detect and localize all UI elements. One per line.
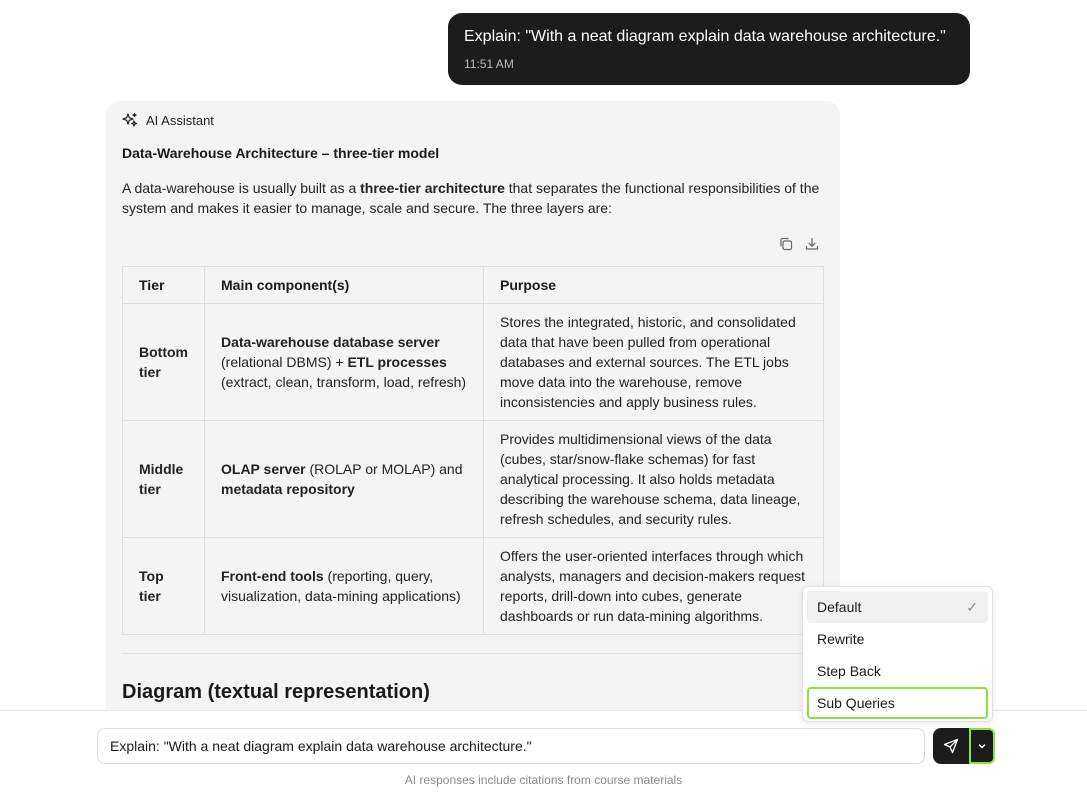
assistant-label: AI Assistant <box>146 112 214 128</box>
answer-title: Data-Warehouse Architecture – three-tier model <box>122 145 440 161</box>
components-cell <box>205 304 484 421</box>
intro-text-end: that separates the functional responsibilities of the system and makes it easier to manage, scale and secure. The three layers are: <box>122 180 820 216</box>
section-divider <box>122 653 824 654</box>
menu-item-label: Default <box>817 599 862 615</box>
send-button[interactable] <box>933 728 969 764</box>
assistant-message-card <box>106 101 840 741</box>
send-icon <box>943 738 959 754</box>
assistant-header <box>122 113 824 127</box>
table-header-row <box>123 267 824 304</box>
table-row <box>123 421 824 538</box>
component-bold: OLAP server <box>221 461 306 477</box>
tier-cell: Top tier <box>123 538 205 635</box>
table-toolbar <box>122 236 824 254</box>
menu-item-step-back[interactable] <box>807 655 988 687</box>
tier-cell: Bottom tier <box>123 304 205 421</box>
architecture-table <box>122 266 824 635</box>
mode-dropdown-button[interactable] <box>969 728 995 764</box>
component-text: (reporting, query, visualization, data-mining applications) <box>221 568 461 604</box>
copy-icon[interactable] <box>778 236 794 252</box>
user-message-bubble <box>448 13 970 85</box>
menu-item-label: Sub Queries <box>817 695 895 711</box>
message-input[interactable] <box>97 728 925 764</box>
diagram-heading: Diagram (textual representation) <box>122 681 430 703</box>
purpose-cell: Provides multidimensional views of the data (cubes, star/snow-flake schemas) for fast analytical processing. It also holds metadata describing the warehouse schema, data lineage, refresh schedules, and security rules. <box>484 421 824 538</box>
menu-item-default[interactable] <box>807 591 988 623</box>
header-tier: Tier <box>123 267 205 304</box>
user-message-time: 11:51 AM <box>464 57 514 71</box>
sparkle-icon <box>122 112 138 128</box>
purpose-cell: Offers the user-oriented interfaces through which analysts, managers and decision-makers request reports, drill-down into cubes, generate dashboards or run data-mining algorithms. <box>484 538 824 635</box>
download-icon[interactable] <box>804 236 820 252</box>
menu-item-rewrite[interactable] <box>807 623 988 655</box>
table-row <box>123 538 824 635</box>
header-components: Main component(s) <box>205 267 484 304</box>
components-cell <box>205 538 484 635</box>
component-bold: metadata repository <box>221 481 355 497</box>
chevron-down-icon <box>977 741 987 751</box>
check-icon: ✓ <box>966 598 978 615</box>
menu-item-label: Step Back <box>817 663 881 679</box>
intro-text-bold: three-tier architecture <box>360 180 505 196</box>
components-cell <box>205 421 484 538</box>
composer-bar <box>0 710 1087 803</box>
component-text: (ROLAP or MOLAP) and <box>305 461 463 477</box>
table-row <box>123 304 824 421</box>
intro-text-start: A data-warehouse is usually built as a <box>122 180 361 196</box>
mode-menu <box>802 586 993 722</box>
component-text: (relational DBMS) + <box>221 354 348 370</box>
component-bold: Data-warehouse database server <box>221 334 440 350</box>
answer-intro <box>122 178 824 218</box>
component-bold: ETL processes <box>347 354 447 370</box>
citation-note: AI responses include citations from course materials <box>404 773 683 787</box>
component-text: (extract, clean, transform, load, refresh) <box>221 374 467 390</box>
menu-item-sub-queries[interactable] <box>807 687 988 719</box>
component-bold: Front-end tools <box>221 568 324 584</box>
header-purpose: Purpose <box>484 267 824 304</box>
user-message-text: Explain: "With a neat diagram explain data warehouse architecture." <box>464 28 946 45</box>
purpose-cell: Stores the integrated, historic, and consolidated data that have been pulled from operational databases and external sources. The ETL jobs move data into the warehouse, remove inconsistencies and apply business rules. <box>484 304 824 421</box>
tier-cell: Middle tier <box>123 421 205 538</box>
menu-item-label: Rewrite <box>817 631 865 647</box>
